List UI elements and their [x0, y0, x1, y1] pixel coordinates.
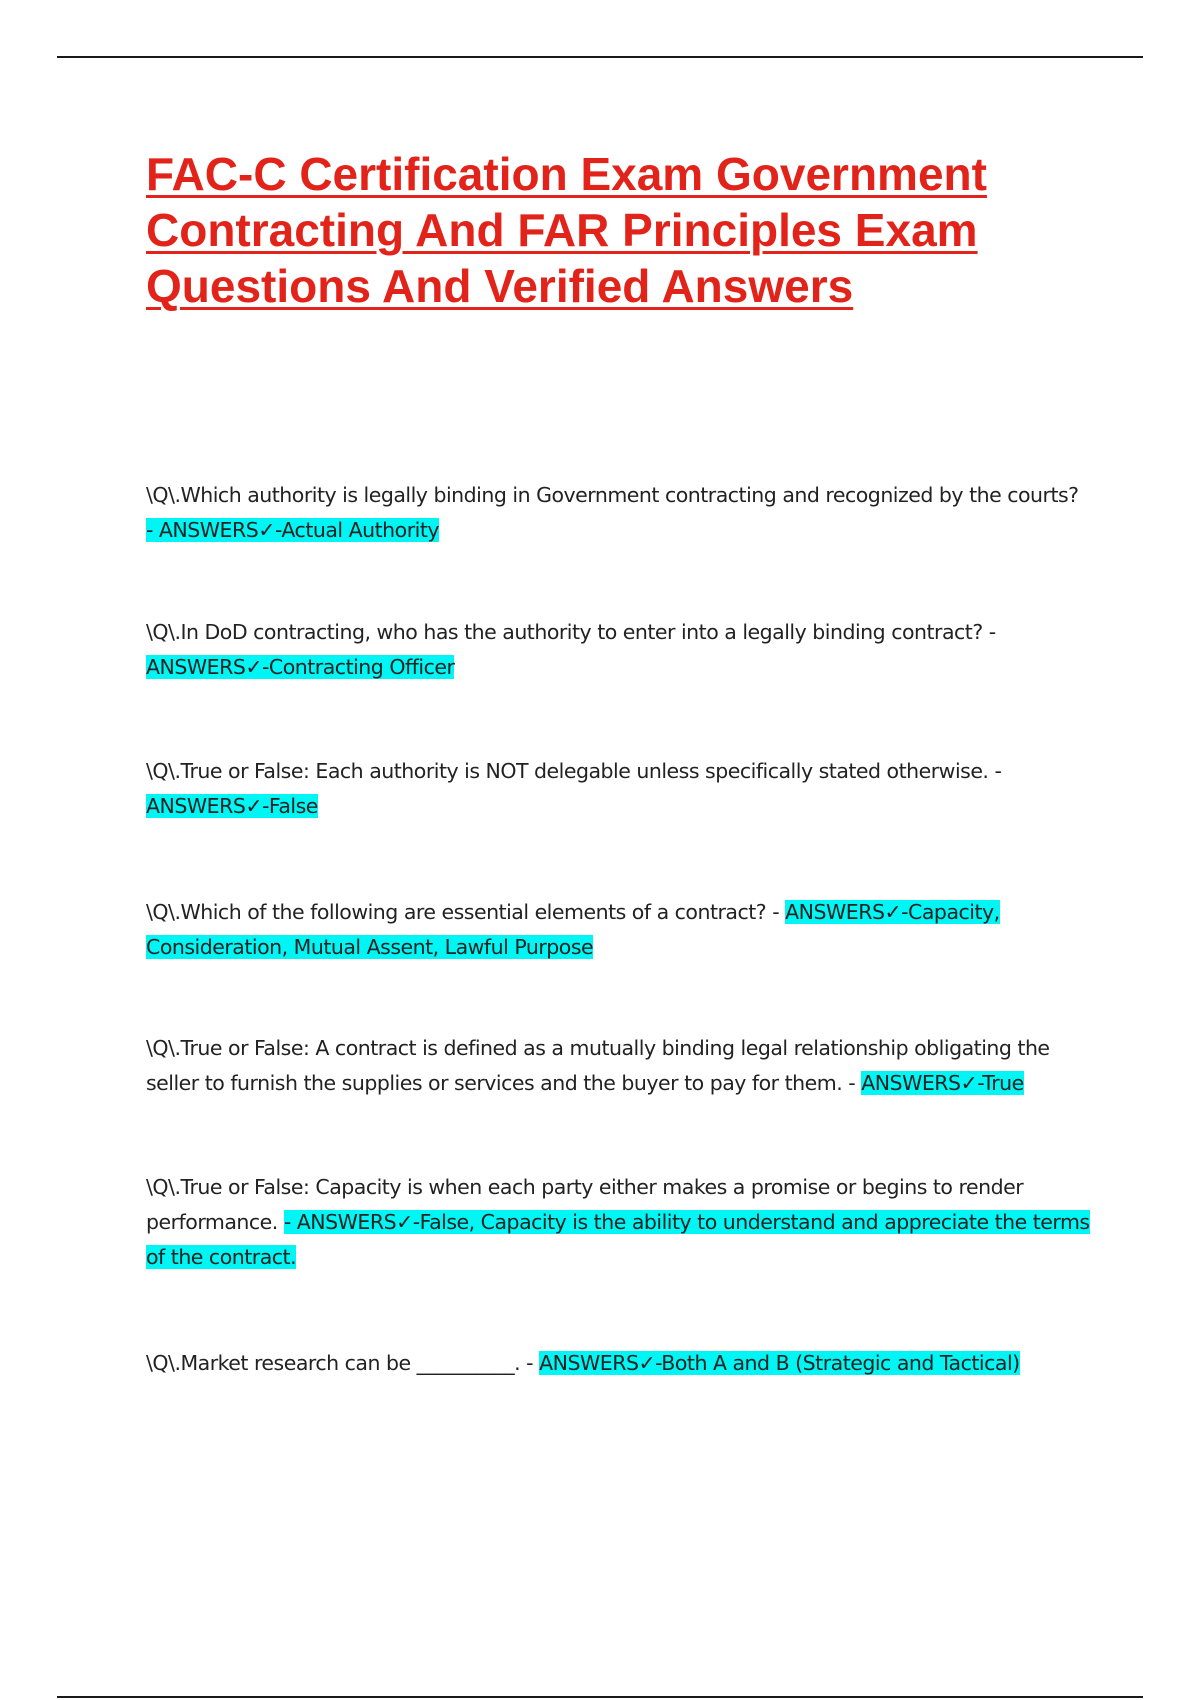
answer-text: ANSWERS✓-False — [146, 794, 318, 818]
question-text: \Q\.True or False: Capacity is when each party either makes a promise or begins to render performance. — [146, 1175, 1024, 1234]
title-line: Questions And Verified Answers — [146, 260, 854, 312]
answer-text: - ANSWERS✓-False, Capacity is the ability to understand and appreciate the terms of the contract. — [146, 1210, 1090, 1269]
document-title — [146, 146, 1086, 314]
title-line: FAC-C Certification Exam Government — [146, 148, 987, 200]
bottom-rule — [57, 1696, 1143, 1698]
question-text: \Q\.Which authority is legally binding in Government contracting and recognized by the courts? — [146, 483, 1079, 507]
qa-item — [146, 754, 1091, 824]
title-line: Contracting And FAR Principles Exam — [146, 204, 978, 256]
qa-item — [146, 478, 1091, 548]
question-text: \Q\.Which of the following are essential elements of a contract? - — [146, 900, 780, 924]
answer-text: ANSWERS✓-Capacity, Consideration, Mutual Assent, Lawful Purpose — [146, 900, 1000, 959]
qa-item — [146, 895, 1091, 965]
answer-text: ANSWERS✓-Both A and B (Strategic and Tactical) — [539, 1351, 1020, 1375]
qa-item — [146, 615, 1091, 685]
qa-item — [146, 1346, 1091, 1381]
qa-item — [146, 1031, 1091, 1101]
qa-item — [146, 1170, 1091, 1275]
answer-text: - ANSWERS✓-Actual Authority — [146, 518, 440, 542]
answer-text: ANSWERS✓-Contracting Officer — [146, 655, 455, 679]
answer-text: ANSWERS✓-True — [861, 1071, 1024, 1095]
question-text: \Q\.In DoD contracting, who has the authority to enter into a legally binding contract? - — [146, 620, 996, 644]
question-text: \Q\.Market research can be __________. - — [146, 1351, 534, 1375]
question-text: \Q\.True or False: Each authority is NOT delegable unless specifically stated otherwise. - — [146, 759, 1002, 783]
top-rule — [57, 56, 1143, 58]
question-text: \Q\.True or False: A contract is defined as a mutually binding legal relationship obligating the seller to furnish the supplies or services and the buyer to pay for them. - — [146, 1036, 1050, 1095]
